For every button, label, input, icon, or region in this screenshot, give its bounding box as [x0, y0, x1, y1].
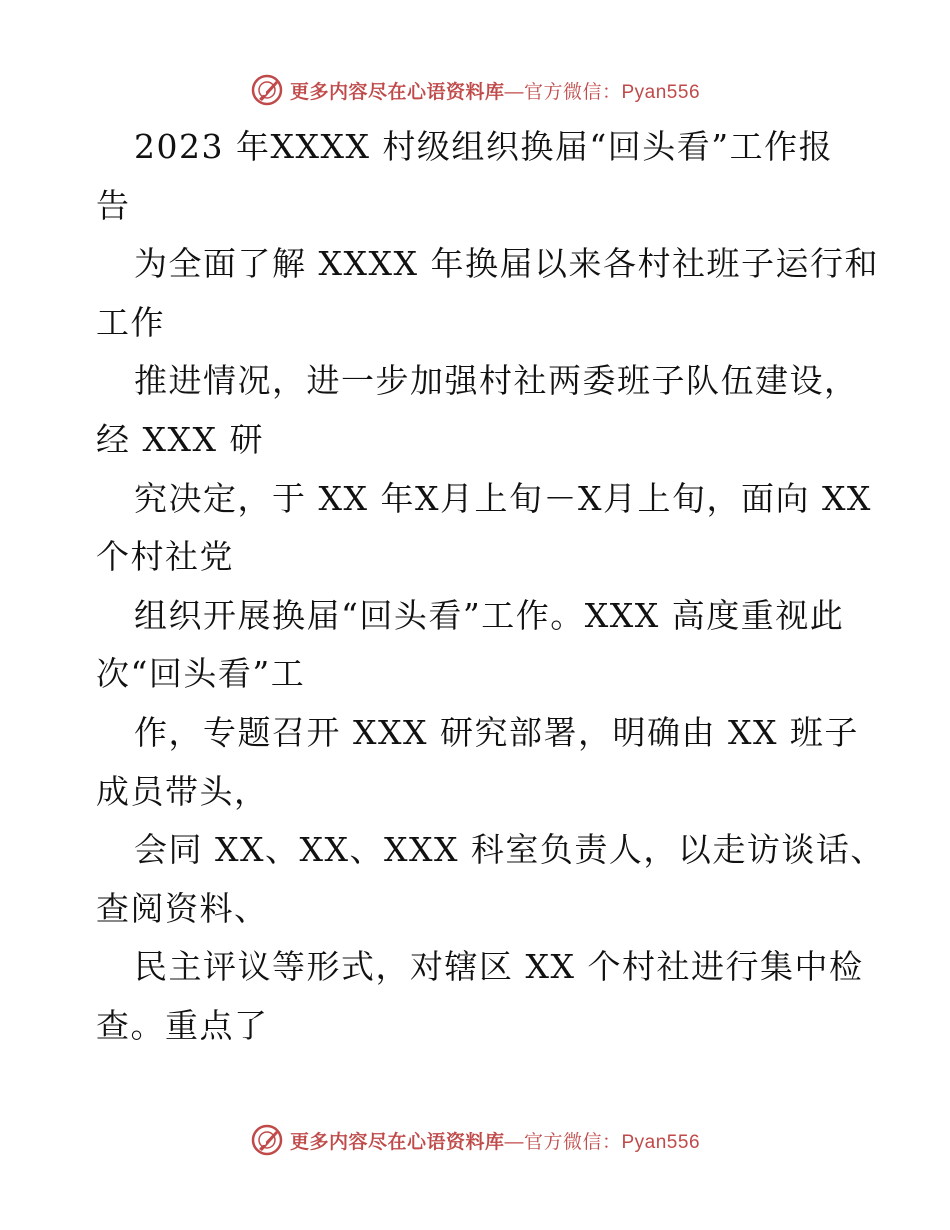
- body-line: 作，专题召开 XXX 研究部署，明确由 XX 班子: [134, 712, 859, 752]
- header-banner: [0, 70, 950, 110]
- title-line-2: 告: [96, 185, 131, 225]
- footer-banner: [0, 1120, 950, 1160]
- banner-lead: 更多内容尽在心语资料库: [289, 81, 505, 103]
- body-line: 查阅资料、: [96, 888, 269, 928]
- body-line: 次“回头看”工: [96, 654, 306, 694]
- body-line: 查。重点了: [96, 1005, 269, 1045]
- banner-text: [290, 77, 700, 104]
- body-line: 会同 XX、XX、XXX 科室负责人，以走访谈话、: [134, 830, 885, 870]
- banner-separator: —: [504, 1131, 524, 1153]
- body-line: 个村社党: [96, 537, 234, 577]
- body-line: 工作: [96, 302, 165, 342]
- body-line: 民主评议等形式，对辖区 XX 个村社进行集中检: [134, 947, 864, 987]
- document-body: [96, 118, 885, 1056]
- body-line: 组织开展换届“回头看”工作。XXX 高度重视此: [134, 595, 845, 635]
- title-line-1: 2023 年XXXX 村级组织换届“回头看”工作报: [134, 127, 834, 166]
- body-line: 为全面了解 XXXX 年换届以来各村社班子运行和: [134, 244, 879, 284]
- body-line: 经 XXX 研: [96, 419, 264, 459]
- banner-separator: —: [504, 81, 524, 103]
- body-line: 成员带头，: [96, 771, 269, 811]
- body-line: 推进情况，进一步加强村社两委班子队伍建设，: [134, 361, 859, 401]
- banner-contact: 官方微信：Pyan556: [524, 81, 701, 103]
- pen-nib-icon: [250, 73, 284, 107]
- body-line: 究决定，于 XX 年X月上旬－X月上旬，面向 XX: [134, 478, 872, 518]
- pen-nib-icon: [250, 1123, 284, 1157]
- banner-contact: 官方微信：Pyan556: [524, 1131, 701, 1153]
- banner-lead: 更多内容尽在心语资料库: [289, 1131, 505, 1153]
- banner-text: [290, 1127, 700, 1154]
